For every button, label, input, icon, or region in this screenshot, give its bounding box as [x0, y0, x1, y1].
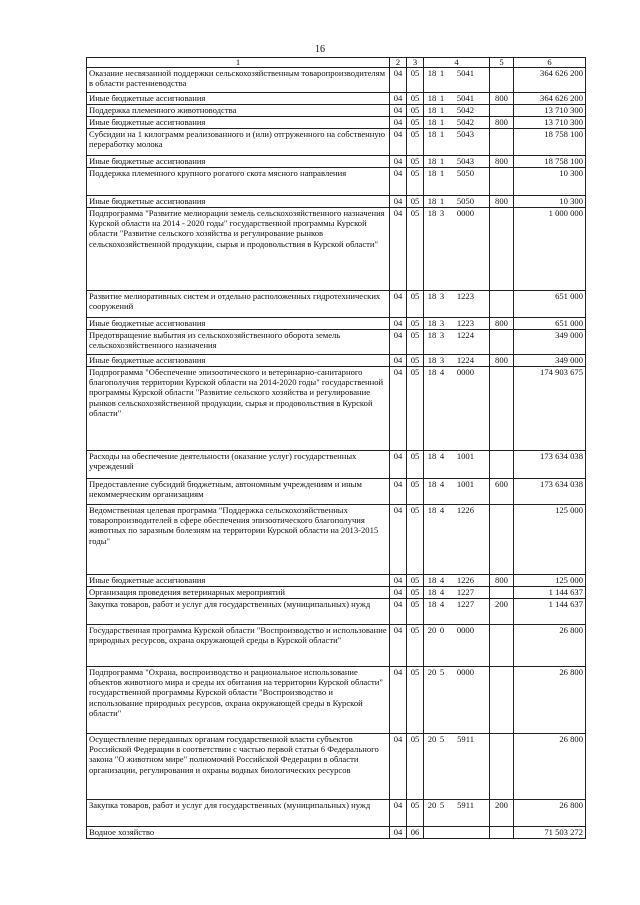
target-code-part: 18	[427, 367, 437, 377]
row-target-code	[424, 451, 490, 479]
row-target-code	[424, 168, 490, 196]
target-code-part: 3	[439, 318, 445, 328]
target-code-part: 5911	[457, 734, 474, 744]
table-row	[87, 318, 586, 330]
row-expense-type	[490, 451, 514, 479]
row-subsection: 05	[407, 156, 424, 168]
row-section: 04	[390, 625, 407, 667]
row-expense-type: 800	[490, 575, 514, 587]
target-code-part: 5043	[456, 156, 474, 166]
row-expense-type: 800	[490, 117, 514, 129]
row-target-code	[424, 599, 490, 625]
table-row	[87, 208, 586, 291]
target-code-part: 18	[427, 196, 437, 206]
target-code-part: 1224	[456, 330, 474, 340]
row-name: Ведомственная целевая программа "Поддержка сельскохозяйственных товаропроизводителей в сфере обеспечения эпизоотического благополучия животных по заразным болезням на территории Курской области на 2013-2015 годы"	[87, 505, 390, 575]
table-row	[87, 291, 586, 318]
row-name: Закупка товаров, работ и услуг для государственных (муниципальных) нужд	[87, 800, 390, 827]
target-code-part: 18	[427, 156, 437, 166]
row-target-code	[424, 330, 490, 355]
target-code-part: 1	[439, 105, 445, 115]
row-target-code	[424, 105, 490, 117]
row-amount: 364 626 200	[514, 68, 586, 93]
row-name: Организация проведения ветеринарных мероприятий	[87, 587, 390, 599]
row-amount: 651 000	[514, 291, 586, 318]
row-section: 04	[390, 599, 407, 625]
row-target-code	[424, 208, 490, 291]
target-code-part: 5043	[456, 129, 474, 139]
target-code-part: 1	[439, 68, 445, 78]
target-code-part: 20	[427, 667, 437, 677]
target-code-part: 18	[427, 355, 437, 365]
target-code-part: 5911	[457, 800, 474, 810]
row-subsection: 05	[407, 318, 424, 330]
row-name: Подпрограмма "Охрана, воспроизводство и рациональное использование объектов животного мира и среды их обитания на территории Курской области" государственной программы Курской области "Воспроизводство и использование природных ресурсов, охрана окружающей среды в Курской области"	[87, 667, 390, 734]
table-row	[87, 625, 586, 667]
table-row	[87, 168, 586, 196]
target-code-part: 1001	[456, 479, 474, 489]
row-section: 04	[390, 575, 407, 587]
row-section: 04	[390, 734, 407, 800]
row-expense-type	[490, 505, 514, 575]
row-expense-type	[490, 827, 514, 839]
row-target-code	[424, 667, 490, 734]
row-expense-type	[490, 168, 514, 196]
target-code-part: 18	[427, 505, 437, 515]
row-expense-type	[490, 129, 514, 156]
target-code-part: 18	[427, 330, 437, 340]
row-amount: 26 800	[514, 667, 586, 734]
row-target-code	[424, 734, 490, 800]
row-amount: 71 503 272	[514, 827, 586, 839]
row-section: 04	[390, 827, 407, 839]
table-row	[87, 367, 586, 451]
row-subsection: 05	[407, 505, 424, 575]
target-code-part: 4	[439, 505, 445, 515]
row-section: 04	[390, 291, 407, 318]
row-section: 04	[390, 129, 407, 156]
table-row	[87, 156, 586, 168]
row-target-code	[424, 93, 490, 105]
row-name: Предоставление субсидий бюджетным, автономным учреждениям и иным некоммерческим организациям	[87, 479, 390, 505]
row-name: Осуществление переданных органам государственной власти субъектов Российской Федерации в соответствии с частью первой статьи 6 Федерального закона "О животном мире" полномочий Российской Федерации в области организации, регулирования и охраны водных биологических ресурсов	[87, 734, 390, 800]
target-code-part: 5050	[456, 168, 474, 178]
row-amount: 349 000	[514, 355, 586, 367]
row-name: Развитие мелиоративных систем и отдельно расположенных гидротехнических сооружений	[87, 291, 390, 318]
row-amount: 13 710 300	[514, 117, 586, 129]
header-col-3: 3	[407, 58, 424, 68]
target-code-part: 18	[427, 479, 437, 489]
row-name: Водное хозяйство	[87, 827, 390, 839]
row-target-code	[424, 196, 490, 208]
row-section: 04	[390, 208, 407, 291]
row-target-code	[424, 156, 490, 168]
row-amount: 651 000	[514, 318, 586, 330]
row-section: 04	[390, 505, 407, 575]
row-target-code	[424, 355, 490, 367]
row-name: Иные бюджетные ассигнования	[87, 355, 390, 367]
row-expense-type	[490, 68, 514, 93]
table-row	[87, 575, 586, 587]
row-section: 04	[390, 68, 407, 93]
row-subsection: 05	[407, 208, 424, 291]
row-subsection: 05	[407, 367, 424, 451]
row-name: Иные бюджетные ассигнования	[87, 196, 390, 208]
row-expense-type: 800	[490, 318, 514, 330]
table-row	[87, 800, 586, 827]
table-row	[87, 451, 586, 479]
table-row	[87, 330, 586, 355]
row-expense-type	[490, 587, 514, 599]
target-code-part: 1223	[456, 318, 474, 328]
row-subsection: 05	[407, 330, 424, 355]
row-section: 04	[390, 667, 407, 734]
target-code-part: 18	[427, 168, 437, 178]
table-row	[87, 667, 586, 734]
row-section: 04	[390, 196, 407, 208]
target-code-part: 1	[439, 117, 445, 127]
row-expense-type: 800	[490, 355, 514, 367]
target-code-part: 18	[427, 68, 437, 78]
target-code-part: 18	[427, 117, 437, 127]
target-code-part: 0000	[456, 625, 474, 635]
row-subsection: 06	[407, 827, 424, 839]
target-code-part: 18	[427, 105, 437, 115]
table-row	[87, 105, 586, 117]
target-code-part: 20	[427, 734, 437, 744]
row-amount: 125 000	[514, 505, 586, 575]
row-expense-type	[490, 291, 514, 318]
target-code-part: 18	[427, 291, 437, 301]
row-name: Иные бюджетные ассигнования	[87, 575, 390, 587]
row-target-code	[424, 575, 490, 587]
row-amount: 125 000	[514, 575, 586, 587]
target-code-part: 5	[439, 734, 445, 744]
target-code-part: 1227	[456, 587, 474, 597]
row-subsection: 05	[407, 196, 424, 208]
row-target-code	[424, 505, 490, 575]
row-name: Расходы на обеспечение деятельности (оказание услуг) государственных учреждений	[87, 451, 390, 479]
target-code-part: 18	[427, 599, 437, 609]
row-name: Поддержка племенного крупного рогатого скота мясного направления	[87, 168, 390, 196]
row-amount: 349 000	[514, 330, 586, 355]
row-section: 04	[390, 451, 407, 479]
row-expense-type: 200	[490, 800, 514, 827]
target-code-part: 0	[439, 625, 445, 635]
row-amount: 10 300	[514, 168, 586, 196]
row-target-code	[424, 587, 490, 599]
row-expense-type	[490, 667, 514, 734]
target-code-part: 18	[427, 587, 437, 597]
row-target-code	[424, 129, 490, 156]
row-section: 04	[390, 355, 407, 367]
target-code-part: 3	[439, 208, 445, 218]
header-col-4: 4	[424, 58, 490, 68]
target-code-part: 18	[427, 575, 437, 585]
row-name: Подпрограмма "Развитие мелиорации земель сельскохозяйственного назначения Курской области на 2014 - 2020 годы" государственной программы Курской области "Развитие сельского хозяйства и регулирование рынков сельскохозяйственной продукции, сырья и продовольствия в Курской области"	[87, 208, 390, 291]
target-code-part: 0000	[456, 667, 474, 677]
row-expense-type: 600	[490, 479, 514, 505]
table-row	[87, 355, 586, 367]
row-section: 04	[390, 93, 407, 105]
row-expense-type	[490, 208, 514, 291]
row-subsection: 05	[407, 451, 424, 479]
row-amount: 364 626 200	[514, 93, 586, 105]
target-code-part: 1	[439, 129, 445, 139]
row-name: Субсидии на 1 килограмм реализованного и (или) отгруженного на собственную переработку молока	[87, 129, 390, 156]
header-col-5: 5	[490, 58, 514, 68]
row-target-code	[424, 800, 490, 827]
target-code-part: 5041	[456, 68, 474, 78]
target-code-part: 4	[439, 451, 445, 461]
target-code-part: 5	[439, 667, 445, 677]
row-subsection: 05	[407, 168, 424, 196]
row-expense-type	[490, 367, 514, 451]
row-amount: 26 800	[514, 734, 586, 800]
row-section: 04	[390, 318, 407, 330]
table-row	[87, 93, 586, 105]
row-amount: 13 710 300	[514, 105, 586, 117]
header-col-6: 6	[514, 58, 586, 68]
target-code-part: 20	[427, 625, 437, 635]
row-expense-type: 200	[490, 599, 514, 625]
table-row	[87, 196, 586, 208]
row-expense-type	[490, 105, 514, 117]
target-code-part: 1001	[456, 451, 474, 461]
target-code-part: 1	[439, 156, 445, 166]
row-subsection: 05	[407, 734, 424, 800]
row-amount: 1 144 637	[514, 587, 586, 599]
target-code-part: 5042	[456, 117, 474, 127]
row-section: 04	[390, 330, 407, 355]
row-target-code	[424, 117, 490, 129]
row-name: Иные бюджетные ассигнования	[87, 93, 390, 105]
target-code-part: 3	[439, 291, 445, 301]
target-code-part: 1	[439, 196, 445, 206]
row-subsection: 05	[407, 68, 424, 93]
row-section: 04	[390, 800, 407, 827]
budget-table	[86, 57, 586, 839]
row-name: Иные бюджетные ассигнования	[87, 318, 390, 330]
table-header-row	[87, 58, 586, 68]
row-section: 04	[390, 156, 407, 168]
target-code-part: 3	[439, 330, 445, 340]
row-subsection: 05	[407, 587, 424, 599]
target-code-part: 4	[439, 575, 445, 585]
row-amount: 174 903 675	[514, 367, 586, 451]
row-name: Закупка товаров, работ и услуг для государственных (муниципальных) нужд	[87, 599, 390, 625]
row-name: Подпрограмма "Обеспечение эпизоотического и ветеринарно-санитарного благополучия территории Курской области на 2014-2020 годы" государственной программы Курской области "Развитие сельского хозяйства и регулирование рынков сельскохозяйственной продукции, сырья и продовольствия в Курской области"	[87, 367, 390, 451]
row-section: 04	[390, 367, 407, 451]
target-code-part: 5	[439, 800, 445, 810]
row-section: 04	[390, 479, 407, 505]
row-subsection: 05	[407, 355, 424, 367]
target-code-part: 5042	[456, 105, 474, 115]
table-row	[87, 587, 586, 599]
target-code-part: 1224	[456, 355, 474, 365]
row-target-code	[424, 367, 490, 451]
target-code-part: 1227	[456, 599, 474, 609]
target-code-part: 1226	[456, 575, 474, 585]
target-code-part: 0000	[456, 367, 474, 377]
row-expense-type	[490, 330, 514, 355]
row-expense-type	[490, 734, 514, 800]
row-section: 04	[390, 587, 407, 599]
row-target-code	[424, 479, 490, 505]
target-code-part: 4	[439, 367, 445, 377]
header-col-1: 1	[87, 58, 390, 68]
target-code-part: 5050	[456, 196, 474, 206]
row-target-code	[424, 827, 490, 839]
target-code-part: 18	[427, 208, 437, 218]
target-code-part: 1	[439, 93, 445, 103]
target-code-part: 18	[427, 129, 437, 139]
row-amount: 1 144 637	[514, 599, 586, 625]
row-target-code	[424, 625, 490, 667]
target-code-part: 18	[427, 93, 437, 103]
row-subsection: 05	[407, 599, 424, 625]
row-subsection: 05	[407, 625, 424, 667]
target-code-part: 20	[427, 800, 437, 810]
target-code-part: 1226	[456, 505, 474, 515]
row-section: 04	[390, 117, 407, 129]
row-amount: 26 800	[514, 625, 586, 667]
row-subsection: 05	[407, 575, 424, 587]
row-expense-type: 800	[490, 196, 514, 208]
row-subsection: 05	[407, 129, 424, 156]
row-subsection: 05	[407, 800, 424, 827]
target-code-part: 18	[427, 318, 437, 328]
target-code-part: 3	[439, 355, 445, 365]
row-amount: 18 758 100	[514, 156, 586, 168]
target-code-part: 4	[439, 587, 445, 597]
target-code-part: 1	[439, 168, 445, 178]
row-subsection: 05	[407, 117, 424, 129]
row-name: Государственная программа Курской области "Воспроизводство и использование природных ресурсов, охрана окружающей среды в Курской области"	[87, 625, 390, 667]
row-name: Иные бюджетные ассигнования	[87, 156, 390, 168]
row-amount: 173 634 038	[514, 479, 586, 505]
row-amount: 173 634 038	[514, 451, 586, 479]
row-amount: 18 758 100	[514, 129, 586, 156]
target-code-part: 1223	[456, 291, 474, 301]
row-expense-type	[490, 625, 514, 667]
table-row	[87, 827, 586, 839]
row-name: Иные бюджетные ассигнования	[87, 117, 390, 129]
header-col-2: 2	[390, 58, 407, 68]
target-code-part: 4	[439, 479, 445, 489]
table-row	[87, 129, 586, 156]
target-code-part: 0000	[456, 208, 474, 218]
row-section: 04	[390, 168, 407, 196]
row-target-code	[424, 291, 490, 318]
table-row	[87, 734, 586, 800]
row-amount: 1 000 000	[514, 208, 586, 291]
row-subsection: 05	[407, 479, 424, 505]
table-row	[87, 505, 586, 575]
row-subsection: 05	[407, 105, 424, 117]
target-code-part: 4	[439, 599, 445, 609]
row-name: Предотвращение выбытия из сельскохозяйственного оборота земель сельскохозяйственного назначения	[87, 330, 390, 355]
table-row	[87, 68, 586, 93]
target-code-part: 18	[427, 451, 437, 461]
row-subsection: 05	[407, 667, 424, 734]
table-row	[87, 117, 586, 129]
row-subsection: 05	[407, 93, 424, 105]
row-amount: 26 800	[514, 800, 586, 827]
row-section: 04	[390, 105, 407, 117]
row-amount: 10 300	[514, 196, 586, 208]
row-name: Поддержка племенного животноводства	[87, 105, 390, 117]
row-target-code	[424, 318, 490, 330]
row-target-code	[424, 68, 490, 93]
row-expense-type: 800	[490, 156, 514, 168]
row-expense-type: 800	[490, 93, 514, 105]
table-row	[87, 599, 586, 625]
row-subsection: 05	[407, 291, 424, 318]
page-number: 16	[315, 44, 325, 55]
row-name: Оказание несвязанной поддержки сельскохозяйственным товаропроизводителям в области растениеводства	[87, 68, 390, 93]
target-code-part: 5041	[456, 93, 474, 103]
table-row	[87, 479, 586, 505]
